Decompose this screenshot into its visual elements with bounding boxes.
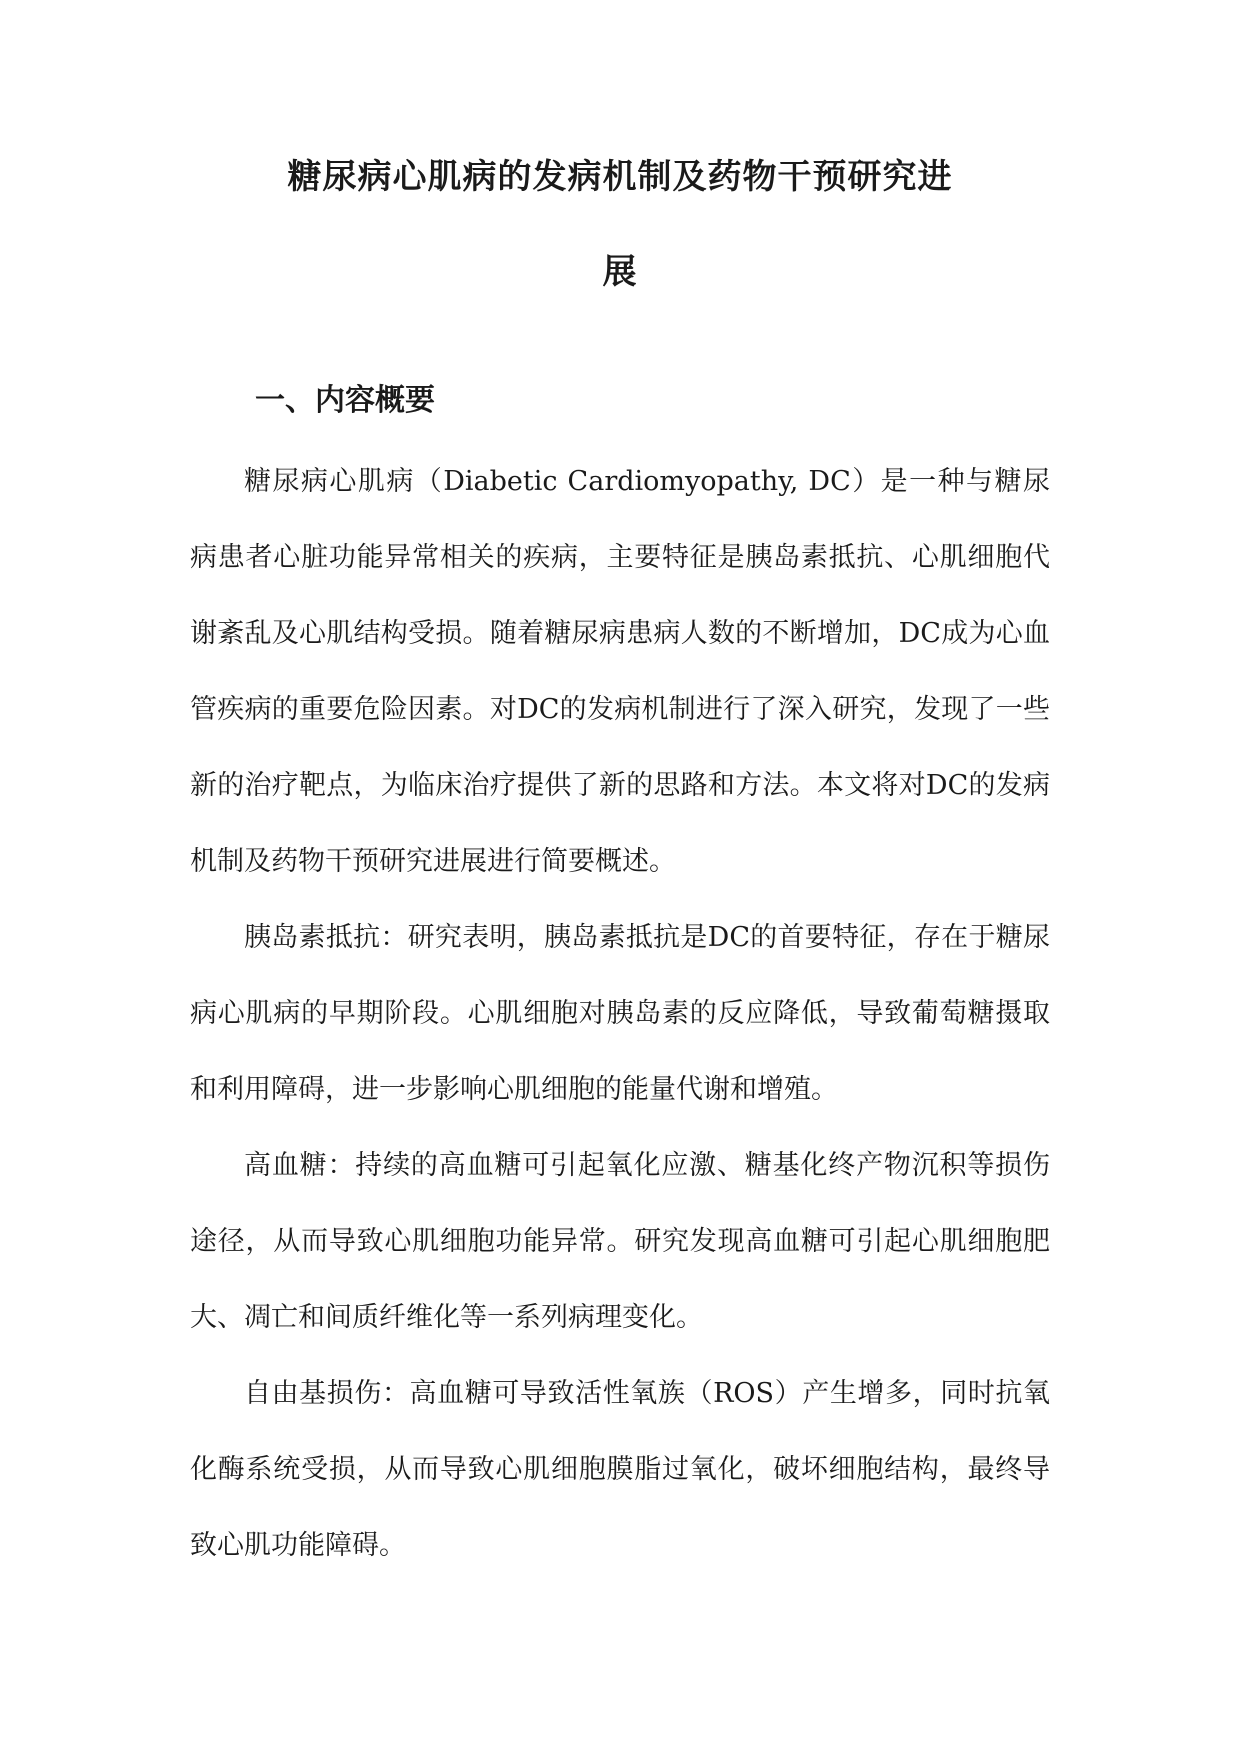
paragraph-overview: 糖尿病心肌病（Diabetic Cardiomyopathy, DC）是一种与糖尿病患者心脏功能异常相关的疾病，主要特征是胰岛素抵抗、心肌细胞代谢紊乱及心肌结构受损。随着糖尿病患病人数的不断增加，DC成为心血管疾病的重要危险因素。对DC的发病机制进行了深入研究，发现了一些新的治疗靶点，为临床治疗提供了新的思路和方法。本文将对DC的发病机制及药物干预研究进展进行简要概述。 [190, 466, 1050, 877]
body-text [190, 444, 1050, 1584]
document-title-line-1: 糖尿病心肌病的发病机制及药物干预研究进 [287, 157, 953, 197]
document-title-line-2: 展 [602, 252, 638, 292]
section-heading: 一、内容概要 [255, 383, 435, 418]
paragraph-free-radical-damage: 自由基损伤：高血糖可导致活性氧族（ROS）产生增多，同时抗氧化酶系统受损，从而导致心肌细胞膜脂过氧化，破坏细胞结构，最终导致心肌功能障碍。 [190, 1378, 1050, 1561]
paragraph-hyperglycemia: 高血糖：持续的高血糖可引起氧化应激、糖基化终产物沉积等损伤途径，从而导致心肌细胞功能异常。研究发现高血糖可引起心肌细胞肥大、凋亡和间质纤维化等一系列病理变化。 [190, 1150, 1050, 1333]
paragraph-insulin-resistance: 胰岛素抵抗：研究表明，胰岛素抵抗是DC的首要特征，存在于糖尿病心肌病的早期阶段。心肌细胞对胰岛素的反应降低，导致葡萄糖摄取和利用障碍，进一步影响心肌细胞的能量代谢和增殖。 [190, 922, 1050, 1105]
